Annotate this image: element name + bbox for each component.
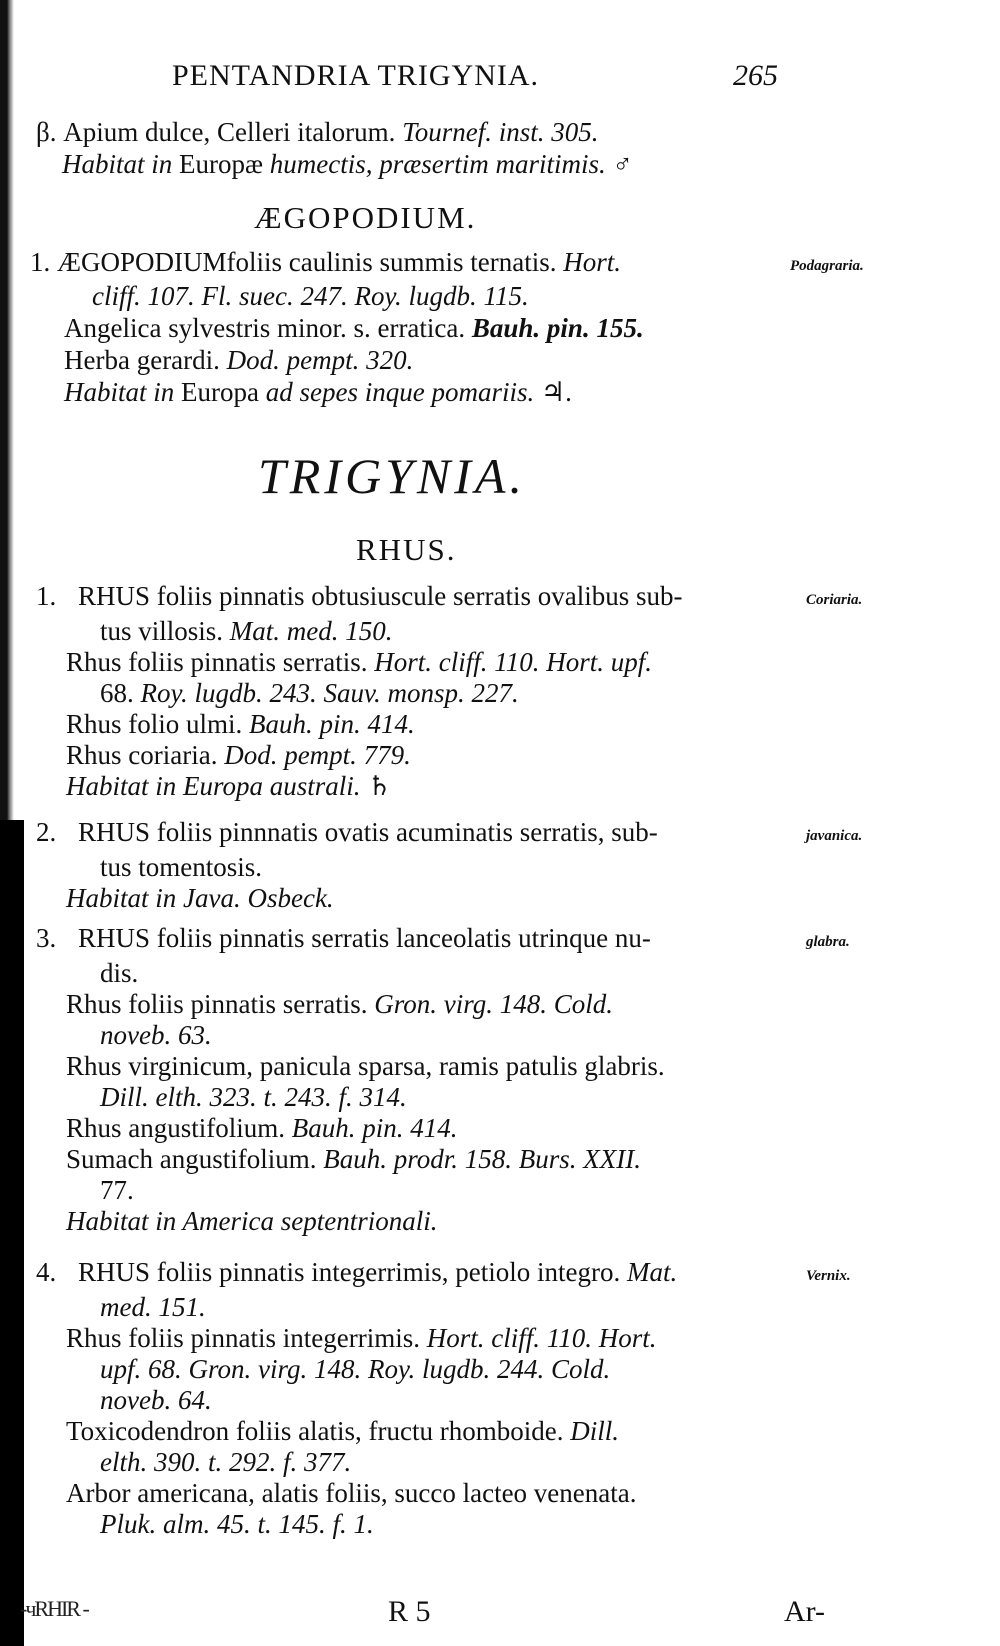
line-italic-text: med. 151. bbox=[100, 1292, 206, 1322]
species-line bbox=[66, 1322, 657, 1354]
species-line bbox=[66, 1477, 637, 1509]
line-roman-text: RHUS foliis pinnnatis ovatis acuminatis serratis, sub- bbox=[78, 817, 658, 847]
line-italic-text: Pluk. alm. 45. t. 145. f. 1. bbox=[100, 1509, 374, 1539]
line-roman-text: Rhus folio ulmi. bbox=[66, 709, 250, 739]
line-italic-text: noveb. 64. bbox=[100, 1385, 212, 1415]
line-roman-text: RHUS foliis pinnatis integerrimis, petiolo integro. bbox=[78, 1257, 627, 1287]
section-heading-trigynia: TRIGYNIA. bbox=[258, 448, 526, 504]
line-roman-text: tus villosis. bbox=[100, 616, 230, 646]
line-italic-text: upf. 68. Gron. virg. 148. Roy. lugdb. 244. Cold. bbox=[100, 1354, 611, 1384]
line-roman-text: Rhus foliis pinnatis serratis. bbox=[66, 989, 375, 1019]
page-number: 265 bbox=[733, 59, 778, 92]
line-italic-text: Habitat in Java. Osbeck. bbox=[66, 883, 334, 913]
line-italic-text: elth. 390. t. 292. f. 377. bbox=[100, 1447, 352, 1477]
line-italic-text: Dod. pempt. 779. bbox=[224, 740, 411, 770]
species-line bbox=[78, 922, 651, 954]
species-line bbox=[78, 580, 682, 612]
synonym-text: Angelica sylvestris minor. s. erratica. bbox=[64, 313, 466, 343]
species-line bbox=[100, 1291, 206, 1323]
line-italic-text: Habitat in America septentrionali. bbox=[66, 1206, 438, 1236]
line-roman-text: 68. bbox=[100, 678, 141, 708]
species-line bbox=[100, 1508, 374, 1540]
genus-heading-rhus: RHUS. bbox=[356, 532, 457, 567]
page-spine-dark-band bbox=[0, 820, 24, 1646]
line-italic-text: Hort. cliff. 110. Hort. upf. bbox=[374, 647, 652, 677]
species-ref: Hort. bbox=[563, 247, 622, 277]
aegopodium-synonym-2 bbox=[64, 344, 413, 376]
species-line bbox=[100, 1446, 351, 1478]
species-line bbox=[66, 1143, 641, 1175]
line-roman-text: Rhus angustifolium. bbox=[66, 1113, 292, 1143]
species-line bbox=[100, 1081, 407, 1113]
species-line bbox=[100, 1384, 212, 1416]
aegopodium-line-2: cliff. 107. Fl. suec. 247. Roy. lugdb. 115. bbox=[92, 281, 529, 311]
species-line bbox=[66, 1205, 437, 1237]
line-italic-text: Habitat in Europa australi. ♄ bbox=[66, 771, 392, 801]
aegopodium-habitat bbox=[64, 376, 572, 408]
intro-text: Apium dulce, Celleri italorum. bbox=[63, 117, 396, 147]
species-line bbox=[66, 770, 391, 802]
species-line bbox=[100, 1353, 610, 1385]
synonym-ref: Bauh. pin. 155. bbox=[471, 313, 644, 343]
species-diagnosis: foliis caulinis summis ternatis. bbox=[226, 247, 557, 277]
line-roman-text: Rhus virginicum, panicula sparsa, ramis patulis glabris. bbox=[66, 1051, 665, 1081]
line-italic-text: Hort. cliff. 110. Hort. bbox=[426, 1323, 657, 1353]
line-roman-text: RHUS foliis pinnatis serratis lanceolatis utrinque nu- bbox=[78, 923, 651, 953]
line-italic-text: Mat. med. 150. bbox=[229, 616, 393, 646]
trivial-name: glabra. bbox=[806, 934, 850, 950]
habitat-label: Habitat in bbox=[64, 377, 175, 407]
species-line bbox=[66, 1415, 619, 1447]
line-roman-text: Rhus foliis pinnatis serratis. bbox=[66, 647, 375, 677]
line-roman-text: dis. bbox=[100, 958, 139, 988]
species-number: 2. bbox=[36, 817, 57, 847]
line-roman-text: Rhus foliis pinnatis integerrimis. bbox=[66, 1323, 427, 1353]
genus-heading-aegopodium: ÆGOPODIUM. bbox=[254, 200, 477, 235]
habitat-where: ad sepes inque pomariis. bbox=[265, 377, 535, 407]
species-line bbox=[100, 615, 393, 647]
line-italic-text: Bauh. prodr. 158. Burs. XXII. bbox=[323, 1144, 641, 1174]
signature-mark: R 5 bbox=[388, 1595, 431, 1628]
bleed-through-mark: -чRHIR - bbox=[20, 1596, 88, 1621]
habitat-place: Europa bbox=[181, 377, 259, 407]
species-line bbox=[66, 739, 411, 771]
species-number: 3. bbox=[36, 923, 57, 953]
variety-marker: β. bbox=[36, 117, 57, 147]
species-number: 1. bbox=[36, 581, 57, 611]
biennial-symbol: ♂ bbox=[612, 149, 633, 179]
aegopodium-synonym-1 bbox=[64, 312, 644, 344]
trivial-name-podagraria: Podagraria. bbox=[790, 258, 864, 274]
line-roman-text: Toxicodendron foliis alatis, fructu rhomboide. bbox=[66, 1416, 571, 1446]
species-line bbox=[66, 1050, 665, 1082]
species-line bbox=[100, 1174, 134, 1206]
intro-line-2 bbox=[62, 148, 633, 180]
line-roman-text: 77. bbox=[100, 1175, 134, 1205]
line-roman-text: Arbor americana, alatis foliis, succo lacteo venenata. bbox=[66, 1478, 637, 1508]
species-line bbox=[78, 816, 658, 848]
species-line bbox=[66, 708, 415, 740]
trivial-name: Vernix. bbox=[806, 1268, 851, 1284]
line-italic-text: Gron. virg. 148. Cold. bbox=[374, 989, 613, 1019]
line-italic-text: Dill. bbox=[570, 1416, 620, 1446]
line-italic-text: Bauh. pin. 414. bbox=[291, 1113, 458, 1143]
trivial-name: javanica. bbox=[806, 828, 863, 844]
species-line bbox=[66, 1112, 458, 1144]
species-line bbox=[100, 1019, 212, 1051]
aegopodium-line-1 bbox=[30, 246, 621, 278]
species-line bbox=[66, 882, 334, 914]
synonym-text: Herba gerardi. bbox=[64, 345, 220, 375]
species-number: 1. bbox=[30, 247, 51, 277]
intro-ref: Tournef. inst. 305. bbox=[402, 117, 599, 147]
species-line bbox=[66, 988, 613, 1020]
line-italic-text: noveb. 63. bbox=[100, 1020, 212, 1050]
habitat-where: humectis, præsertim maritimis. bbox=[269, 149, 606, 179]
perennial-symbol: ♃. bbox=[540, 377, 572, 407]
line-italic-text: Roy. lugdb. 243. Sauv. monsp. 227. bbox=[140, 678, 519, 708]
catchword: Ar- bbox=[784, 1595, 826, 1628]
trivial-name: Coriaria. bbox=[806, 592, 863, 608]
species-line bbox=[78, 1256, 677, 1288]
line-italic-text: Bauh. pin. 414. bbox=[249, 709, 415, 739]
line-roman-text: Sumach angustifolium. bbox=[66, 1144, 324, 1174]
line-roman-text: RHUS foliis pinnatis obtusiuscule serratis ovalibus sub- bbox=[78, 581, 683, 611]
species-line bbox=[66, 646, 652, 678]
habitat-label: Habitat in bbox=[62, 149, 173, 179]
intro-line-1 bbox=[36, 116, 598, 148]
line-roman-text: tus tomentosis. bbox=[100, 852, 263, 882]
synonym-ref: Dod. pempt. 320. bbox=[226, 345, 414, 375]
species-line bbox=[100, 677, 519, 709]
line-italic-text: Dill. elth. 323. t. 243. f. 314. bbox=[100, 1082, 407, 1112]
line-italic-text: Mat. bbox=[626, 1257, 678, 1287]
species-number: 4. bbox=[36, 1257, 57, 1287]
species-name: ÆGOPODIUM bbox=[57, 247, 227, 277]
habitat-place: Europæ bbox=[179, 149, 264, 179]
species-line bbox=[100, 957, 138, 989]
species-line bbox=[100, 851, 262, 883]
line-roman-text: Rhus coriaria. bbox=[66, 740, 225, 770]
running-title: PENTANDRIA TRIGYNIA. bbox=[172, 59, 540, 92]
